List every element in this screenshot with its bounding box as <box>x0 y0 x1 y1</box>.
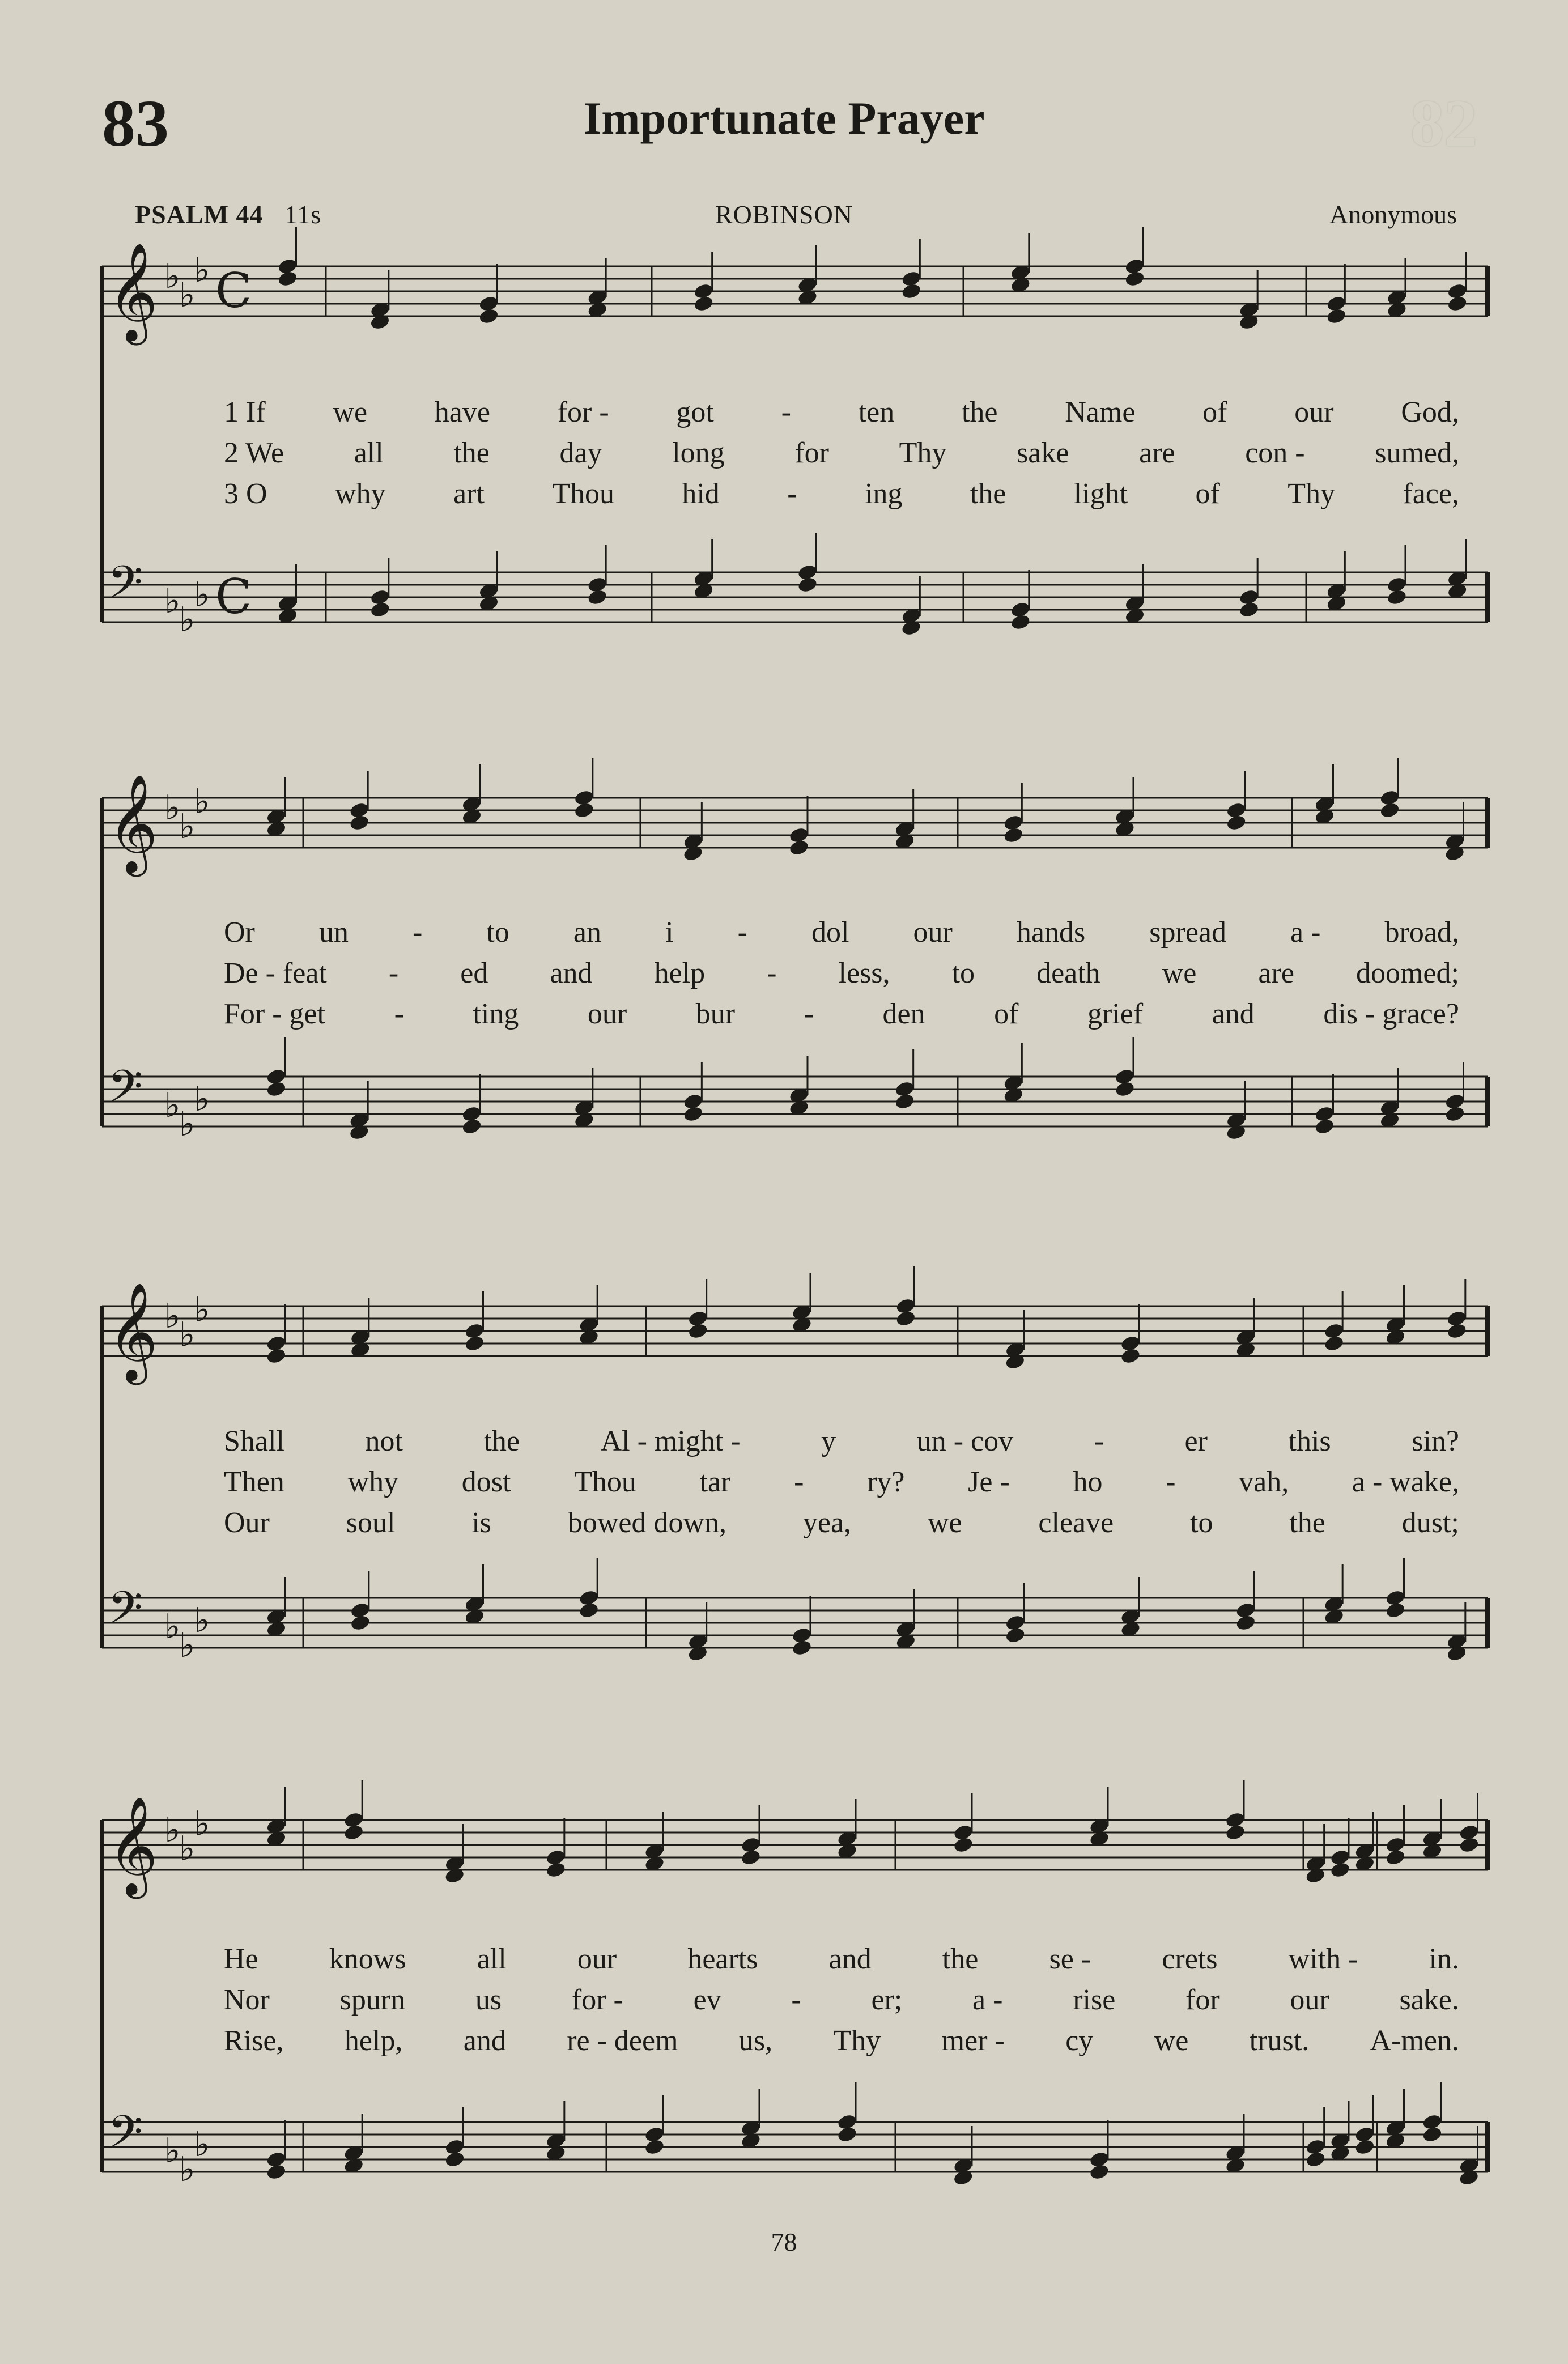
note-head <box>836 2125 858 2144</box>
lyric-syllable: y <box>821 1425 836 1457</box>
lyric-syllable: cy <box>1065 2025 1094 2057</box>
note-head <box>791 1639 813 1657</box>
note-head <box>1323 1334 1345 1353</box>
lyric-syllable: er; <box>871 1984 903 2016</box>
bass-clef-icon: 𝄢 <box>108 1060 143 1124</box>
note-head <box>740 1848 762 1866</box>
lyric-syllable: tar <box>699 1466 731 1498</box>
flat-icon: ♭ <box>164 257 181 296</box>
note-head <box>266 2163 287 2181</box>
lyric-syllable: For - get <box>224 998 326 1030</box>
lyric-syllable: - <box>413 916 423 949</box>
lyric-syllable: con - <box>1245 437 1305 469</box>
treble-clef-icon: 𝄞 <box>108 1796 158 1895</box>
lyric-syllable: to <box>1190 1507 1213 1539</box>
lyric-syllable: our <box>1290 1984 1329 2016</box>
lyric-syllable: bowed down, <box>567 1507 727 1539</box>
note-head <box>644 2138 665 2156</box>
lyric-syllable: for - <box>571 1984 623 2016</box>
lyric-syllable: spread <box>1149 916 1226 949</box>
note-head <box>349 814 370 832</box>
note-head <box>901 282 923 300</box>
note-head <box>788 839 810 857</box>
lyric-syllable: of <box>1195 478 1220 510</box>
lyric-syllable: God, <box>1401 396 1459 428</box>
note-head <box>1459 1836 1480 1854</box>
lyric-syllable: 1 If <box>224 396 266 428</box>
lyric-syllable: day <box>559 437 602 469</box>
note-head <box>1305 2150 1327 2169</box>
lyric-syllable: - <box>767 957 777 989</box>
lyric-syllable: - <box>388 957 399 989</box>
flat-icon: ♭ <box>179 600 196 640</box>
flat-icon: ♭ <box>194 782 210 822</box>
note-head <box>1446 1322 1468 1340</box>
lyric-syllable: - <box>1166 1466 1176 1498</box>
lyric-syllable: Rise, <box>224 2025 284 2057</box>
lyric-syllable: all <box>477 1943 507 1975</box>
lyric-syllable: of <box>1202 396 1227 428</box>
lyric-syllable: our <box>913 916 953 949</box>
lyric-syllable: - <box>804 998 814 1030</box>
lyric-syllable: and <box>1212 998 1255 1030</box>
lyric-syllable: this <box>1288 1425 1331 1457</box>
lyric-syllable: bur <box>695 998 736 1030</box>
lyric-syllable: sin? <box>1412 1425 1459 1457</box>
lyric-syllable: got <box>676 396 714 428</box>
lyric-syllable: Al - might - <box>600 1425 741 1457</box>
lyric-syllable: un - cov <box>916 1425 1014 1457</box>
lyric-syllable: hands <box>1016 916 1086 949</box>
time-signature: C <box>215 569 252 624</box>
lyric-syllable: ing <box>864 478 903 510</box>
lyric-line <box>224 1503 1459 1544</box>
flat-icon: ♭ <box>194 250 210 290</box>
lyric-syllable: a - <box>972 1984 1003 2016</box>
lyric-syllable: art <box>453 478 485 510</box>
lyric-syllable: dis - grace? <box>1323 998 1459 1030</box>
lyric-syllable: Thy <box>1287 478 1335 510</box>
note-head <box>687 1322 709 1340</box>
lyric-syllable: A-men. <box>1370 2025 1459 2057</box>
lyric-syllable: 2 We <box>224 437 284 469</box>
note-head <box>266 1080 287 1098</box>
lyric-syllable: - <box>794 1466 804 1498</box>
note-head <box>587 588 608 606</box>
lyric-syllable: rise <box>1073 1984 1116 2016</box>
note-head <box>797 576 818 594</box>
lyric-line <box>224 433 1459 474</box>
lyric-syllable: we <box>927 1507 962 1539</box>
note-head <box>894 1092 916 1111</box>
flat-icon: ♭ <box>164 1810 181 1850</box>
flat-icon: ♭ <box>179 1315 196 1355</box>
note-head <box>277 270 299 288</box>
flat-icon: ♭ <box>179 807 196 847</box>
lyrics-system-4 <box>224 1939 1459 2061</box>
lyric-syllable: He <box>224 1943 258 1975</box>
lyric-syllable: ed <box>460 957 488 989</box>
lyric-syllable: Or <box>224 916 255 949</box>
lyric-syllable: the <box>961 396 998 428</box>
lyric-syllable: ho <box>1073 1466 1103 1498</box>
lyric-syllable: less, <box>838 957 890 989</box>
lyric-syllable: crets <box>1162 1943 1218 1975</box>
lyric-syllable: ry? <box>867 1466 905 1498</box>
lyric-line <box>224 953 1459 994</box>
note-head <box>1124 270 1146 288</box>
lyric-syllable: we <box>333 396 368 428</box>
lyric-line <box>224 1421 1459 1462</box>
note-head <box>573 801 595 819</box>
note-head <box>343 1823 364 1842</box>
note-head <box>1444 1105 1466 1123</box>
flat-icon: ♭ <box>194 1601 210 1640</box>
lyrics-system-2 <box>224 912 1459 1035</box>
lyric-syllable: why <box>334 478 386 510</box>
note-head <box>683 1105 704 1123</box>
bass-clef-icon: 𝄢 <box>108 556 143 619</box>
lyric-syllable: i <box>665 916 674 949</box>
note-head <box>1003 826 1025 844</box>
treble-clef-icon: 𝄞 <box>108 1282 158 1381</box>
lyric-syllable: - <box>1094 1425 1104 1457</box>
lyric-line <box>224 2021 1459 2061</box>
flat-icon: ♭ <box>179 1626 196 1665</box>
note-head <box>1120 1347 1141 1365</box>
lyric-line <box>224 912 1459 953</box>
bleed-through-number: 82 <box>1410 86 1477 160</box>
bass-clef-icon: 𝄢 <box>108 1581 143 1645</box>
lyric-syllable: in. <box>1429 1943 1459 1975</box>
lyric-syllable: is <box>471 1507 491 1539</box>
flat-icon: ♭ <box>164 1607 181 1647</box>
composer: Anonymous <box>1329 200 1457 229</box>
note-head <box>478 307 500 325</box>
lyric-syllable: - <box>787 478 797 510</box>
note-head <box>545 1861 567 1879</box>
lyric-syllable: all <box>354 437 384 469</box>
lyric-syllable: us, <box>738 2025 773 2057</box>
lyric-syllable: un <box>318 916 349 949</box>
lyric-syllable: vah, <box>1239 1466 1289 1498</box>
flat-icon: ♭ <box>164 581 181 621</box>
hymn-title: Importunate Prayer <box>583 92 985 144</box>
lyric-syllable: for <box>794 437 829 469</box>
flat-icon: ♭ <box>194 1079 210 1119</box>
lyric-syllable: have <box>434 396 490 428</box>
lyric-syllable: our <box>577 1943 617 1975</box>
lyric-syllable: mer - <box>941 2025 1005 2057</box>
psalm-source: PSALM 44 <box>135 200 264 229</box>
lyric-syllable: of <box>994 998 1019 1030</box>
lyric-syllable: Then <box>224 1466 284 1498</box>
lyric-syllable: we <box>1154 2025 1189 2057</box>
lyric-syllable: our <box>587 998 627 1030</box>
lyric-line <box>224 392 1459 433</box>
lyric-syllable: trust. <box>1249 2025 1310 2057</box>
note-head <box>1386 588 1408 606</box>
lyric-syllable: hearts <box>687 1943 758 1975</box>
lyric-syllable: our <box>1294 396 1334 428</box>
treble-clef-icon: 𝄞 <box>108 243 158 341</box>
note-head <box>1354 2138 1376 2156</box>
note-head <box>1225 1823 1246 1842</box>
lyric-syllable: and <box>828 1943 872 1975</box>
lyric-syllable: Our <box>224 1507 270 1539</box>
flat-icon: ♭ <box>164 1296 181 1336</box>
tune-name: ROBINSON <box>715 200 853 229</box>
lyrics-system-1 <box>224 392 1459 515</box>
note-head <box>1422 2125 1443 2144</box>
note-head <box>444 2150 466 2169</box>
lyric-syllable: hid <box>682 478 720 510</box>
lyric-syllable: a - wake, <box>1352 1466 1459 1498</box>
flat-icon: ♭ <box>194 575 210 615</box>
note-head <box>1114 1080 1136 1098</box>
lyric-syllable: the <box>970 478 1006 510</box>
lyric-syllable: doomed; <box>1355 957 1459 989</box>
lyric-syllable: help <box>654 957 706 989</box>
lyric-syllable: soul <box>346 1507 396 1539</box>
note-head <box>350 1614 371 1632</box>
flat-icon: ♭ <box>179 1829 196 1869</box>
note-head <box>1314 1117 1336 1136</box>
note-head <box>1379 801 1401 819</box>
lyric-syllable: er <box>1184 1425 1208 1457</box>
lyric-syllable: - <box>781 396 791 428</box>
flat-icon: ♭ <box>194 1804 210 1844</box>
flat-icon: ♭ <box>164 788 181 828</box>
note-head <box>1329 1861 1351 1879</box>
lyric-syllable: not <box>365 1425 403 1457</box>
flat-icon: ♭ <box>179 275 196 315</box>
note-head <box>464 1334 486 1353</box>
flat-icon: ♭ <box>164 1086 181 1125</box>
lyric-syllable: Je - <box>968 1466 1010 1498</box>
flat-icon: ♭ <box>164 2131 181 2171</box>
lyric-syllable: De - feat <box>224 957 327 989</box>
note-head <box>1010 613 1031 631</box>
bass-clef-icon: 𝄢 <box>108 2106 143 2169</box>
lyric-syllable: sake. <box>1399 1984 1459 2016</box>
lyric-syllable: face, <box>1403 478 1459 510</box>
lyric-syllable: 3 O <box>224 478 267 510</box>
lyric-syllable: sake <box>1017 437 1069 469</box>
lyric-syllable: den <box>882 998 925 1030</box>
note-head <box>1238 601 1260 619</box>
note-head <box>1326 307 1348 325</box>
lyric-syllable: - <box>737 916 747 949</box>
note-head <box>369 601 391 619</box>
lyric-syllable: dust; <box>1401 1507 1459 1539</box>
lyric-syllable: death <box>1036 957 1100 989</box>
note-head <box>895 1309 917 1328</box>
lyric-syllable: dol <box>811 916 849 949</box>
lyric-syllable: the <box>483 1425 520 1457</box>
lyric-syllable: yea, <box>802 1507 852 1539</box>
lyric-syllable: an <box>573 916 601 949</box>
lyric-syllable: to <box>951 957 975 989</box>
lyric-syllable: are <box>1139 437 1175 469</box>
lyric-syllable: dost <box>461 1466 511 1498</box>
lyric-syllable: knows <box>329 1943 406 1975</box>
flat-icon: ♭ <box>179 1104 196 1144</box>
page-number: 78 <box>771 2227 797 2256</box>
lyric-syllable: a - <box>1290 916 1321 949</box>
lyric-line <box>224 474 1459 515</box>
note-head <box>266 1347 287 1365</box>
treble-clef-icon: 𝄞 <box>108 774 158 873</box>
lyric-syllable: the <box>942 1943 979 1975</box>
note-head <box>461 1117 483 1136</box>
lyric-syllable: cleave <box>1038 1507 1114 1539</box>
meter: 11s <box>284 200 322 229</box>
lyric-syllable: spurn <box>339 1984 406 2016</box>
lyric-syllable: Thy <box>899 437 947 469</box>
lyric-syllable: long <box>672 437 725 469</box>
lyric-syllable: Nor <box>224 1984 270 2016</box>
note-head <box>1005 1626 1026 1644</box>
note-head <box>1089 2163 1110 2181</box>
lyric-syllable: the <box>453 437 490 469</box>
note-head <box>1235 1614 1257 1632</box>
lyric-syllable: re - deem <box>567 2025 678 2057</box>
note-head <box>1385 1848 1406 1866</box>
lyric-syllable: Thou <box>574 1466 636 1498</box>
lyric-syllable: ting <box>473 998 519 1030</box>
lyric-syllable: we <box>1162 957 1197 989</box>
lyric-syllable: - <box>791 1984 801 2016</box>
note-head <box>1447 295 1468 313</box>
lyric-syllable: why <box>347 1466 399 1498</box>
time-signature: C <box>215 263 252 318</box>
lyric-syllable: are <box>1258 957 1294 989</box>
lyric-line <box>224 994 1459 1035</box>
hymn-number: 83 <box>102 86 169 160</box>
note-head <box>953 1836 974 1854</box>
note-head <box>578 1601 600 1619</box>
note-head <box>693 295 715 313</box>
lyric-syllable: for - <box>557 396 609 428</box>
lyric-syllable: to <box>486 916 509 949</box>
lyric-syllable: help, <box>344 2025 403 2057</box>
flat-icon: ♭ <box>194 1290 210 1330</box>
lyric-syllable: Thou <box>552 478 614 510</box>
flat-icon: ♭ <box>194 2125 210 2165</box>
lyric-syllable: us <box>475 1984 502 2016</box>
lyric-syllable: light <box>1073 478 1128 510</box>
lyric-syllable: with - <box>1288 1943 1358 1975</box>
lyric-syllable: se - <box>1049 1943 1091 1975</box>
lyric-line <box>224 1980 1459 2021</box>
lyric-syllable: sumed, <box>1375 437 1459 469</box>
lyric-syllable: broad, <box>1384 916 1459 949</box>
lyric-syllable: the <box>1289 1507 1325 1539</box>
lyric-syllable: ten <box>858 396 895 428</box>
lyric-syllable: Name <box>1065 396 1136 428</box>
lyric-line <box>224 1939 1459 1980</box>
lyric-syllable: grief <box>1087 998 1144 1030</box>
flat-icon: ♭ <box>179 2150 196 2189</box>
lyric-syllable: for <box>1185 1984 1220 2016</box>
note-head <box>1385 1601 1406 1619</box>
lyric-syllable: and <box>463 2025 506 2057</box>
lyric-line <box>224 1462 1459 1503</box>
note-head <box>1226 814 1247 832</box>
lyric-syllable: ev <box>693 1984 721 2016</box>
lyric-syllable: - <box>394 998 404 1030</box>
lyrics-system-3 <box>224 1421 1459 1544</box>
lyric-syllable: Thy <box>833 2025 881 2057</box>
lyric-syllable: and <box>550 957 593 989</box>
lyric-syllable: Shall <box>224 1425 284 1457</box>
